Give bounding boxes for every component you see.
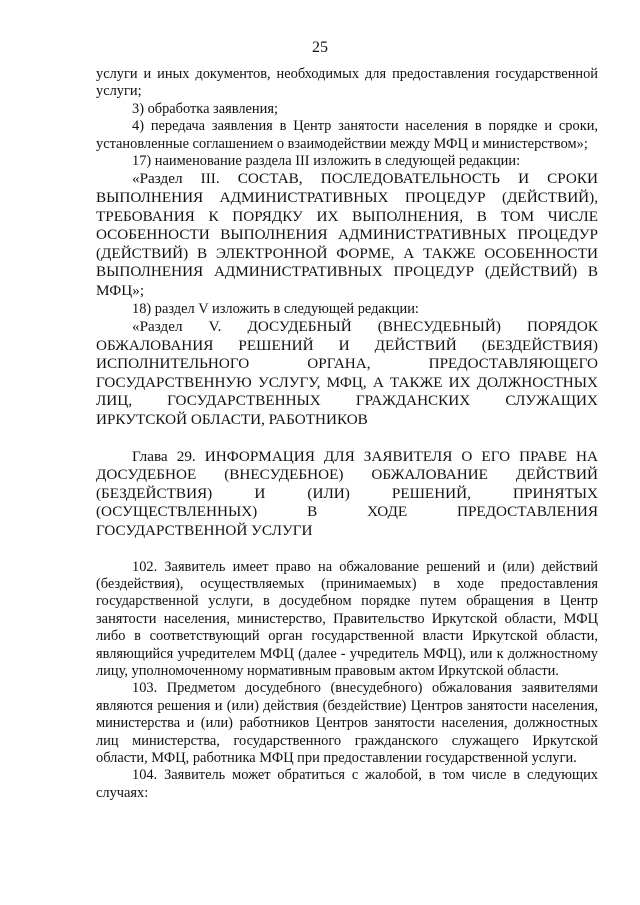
spacer xyxy=(96,541,598,559)
clause-103: 103. Предметом досудебного (внесудебного) обжалования заявителями являются решения и (или) действия (бездействие) Центров занятости населения, министерства и (или) работников Центров занятости населения, должностных лиц министерства, государственного гражданского служащего Иркутской области, МФЦ, работника МФЦ при предоставлении государственной услуги. xyxy=(96,680,598,766)
page-number: 25 xyxy=(312,39,328,56)
page-body xyxy=(96,66,598,802)
clause-102: 102. Заявитель имеет право на обжалование решений и (или) действий (бездействия), осуществляемых (принимаемых) в ходе предоставления государственной услуги, в досудебном порядке путем обращения в Центр занятости населения, министерство, Правительство Иркутской области, МФЦ либо в соответствующий орган государственной власти Иркутской области, являющийся учредителем МФЦ (далее - учредитель МФЦ), или к должностному лицу, уполномоченному нормативным правовым актом Иркутской области. xyxy=(96,558,598,679)
list-item-3: 3) обработка заявления; xyxy=(132,100,278,117)
amendment-17: 17) наименование раздела III изложить в следующей редакции: xyxy=(132,153,521,170)
section-v-title: «Раздел V. ДОСУДЕБНЫЙ (ВНЕСУДЕБНЫЙ) ПОРЯДОК ОБЖАЛОВАНИЯ РЕШЕНИЙ И ДЕЙСТВИЙ (БЕЗДЕЙСТВИЯ) ИСПОЛНИТЕЛЬНОГО ОРГАНА, ПРЕДОСТАВЛЯЮЩЕГО ГОСУДАРСТВЕННУЮ УСЛУГУ, МФЦ, А ТАКЖЕ ИХ ДОЛЖНОСТНЫХ ЛИЦ, ГОСУДАРСТВЕННЫХ ГРАЖДАНСКИХ СЛУЖАЩИХ ИРКУТСКОЙ ОБЛАСТИ, РАБОТНИКОВ xyxy=(96,318,598,428)
clause-104: 104. Заявитель может обратиться с жалобой, в том числе в следующих случаях: xyxy=(96,767,598,801)
paragraph-continuation: услуги и иных документов, необходимых для предоставления государственной услуги; xyxy=(96,66,598,100)
section-iii-title: «Раздел III. СОСТАВ, ПОСЛЕДОВАТЕЛЬНОСТЬ И СРОКИ ВЫПОЛНЕНИЯ АДМИНИСТРАТИВНЫХ ПРОЦЕДУР (ДЕЙСТВИЙ), ТРЕБОВАНИЯ К ПОРЯДКУ ИХ ВЫПОЛНЕНИЯ, В ТОМ ЧИСЛЕ ОСОБЕННОСТИ ВЫПОЛНЕНИЯ АДМИНИСТРАТИВНЫХ ПРОЦЕДУР (ДЕЙСТВИЙ) В ЭЛЕКТРОННОЙ ФОРМЕ, А ТАКЖЕ ОСОБЕННОСТИ ВЫПОЛНЕНИЯ АДМИНИСТРАТИВНЫХ ПРОЦЕДУР (ДЕЙСТВИЙ) В МФЦ»; xyxy=(96,170,598,299)
list-item-4: 4) передача заявления в Центр занятости населения в порядке и сроки, установленные соглашением о взаимодействии между МФЦ и министерством»; xyxy=(96,118,598,152)
chapter-29-heading: Глава 29. ИНФОРМАЦИЯ ДЛЯ ЗАЯВИТЕЛЯ О ЕГО ПРАВЕ НА ДОСУДЕБНОЕ (ВНЕСУДЕБНОЕ) ОБЖАЛОВАНИЕ ДЕЙСТВИЙ (БЕЗДЕЙСТВИЯ) И (ИЛИ) РЕШЕНИЙ, ПРИНЯТЫХ (ОСУЩЕСТВЛЕННЫХ) В ХОДЕ ПРЕДОСТАВЛЕНИЯ ГОСУДАРСТВЕННОЙ УСЛУГИ xyxy=(96,447,598,539)
spacer xyxy=(96,430,598,448)
amendment-18: 18) раздел V изложить в следующей редакции: xyxy=(132,300,419,317)
